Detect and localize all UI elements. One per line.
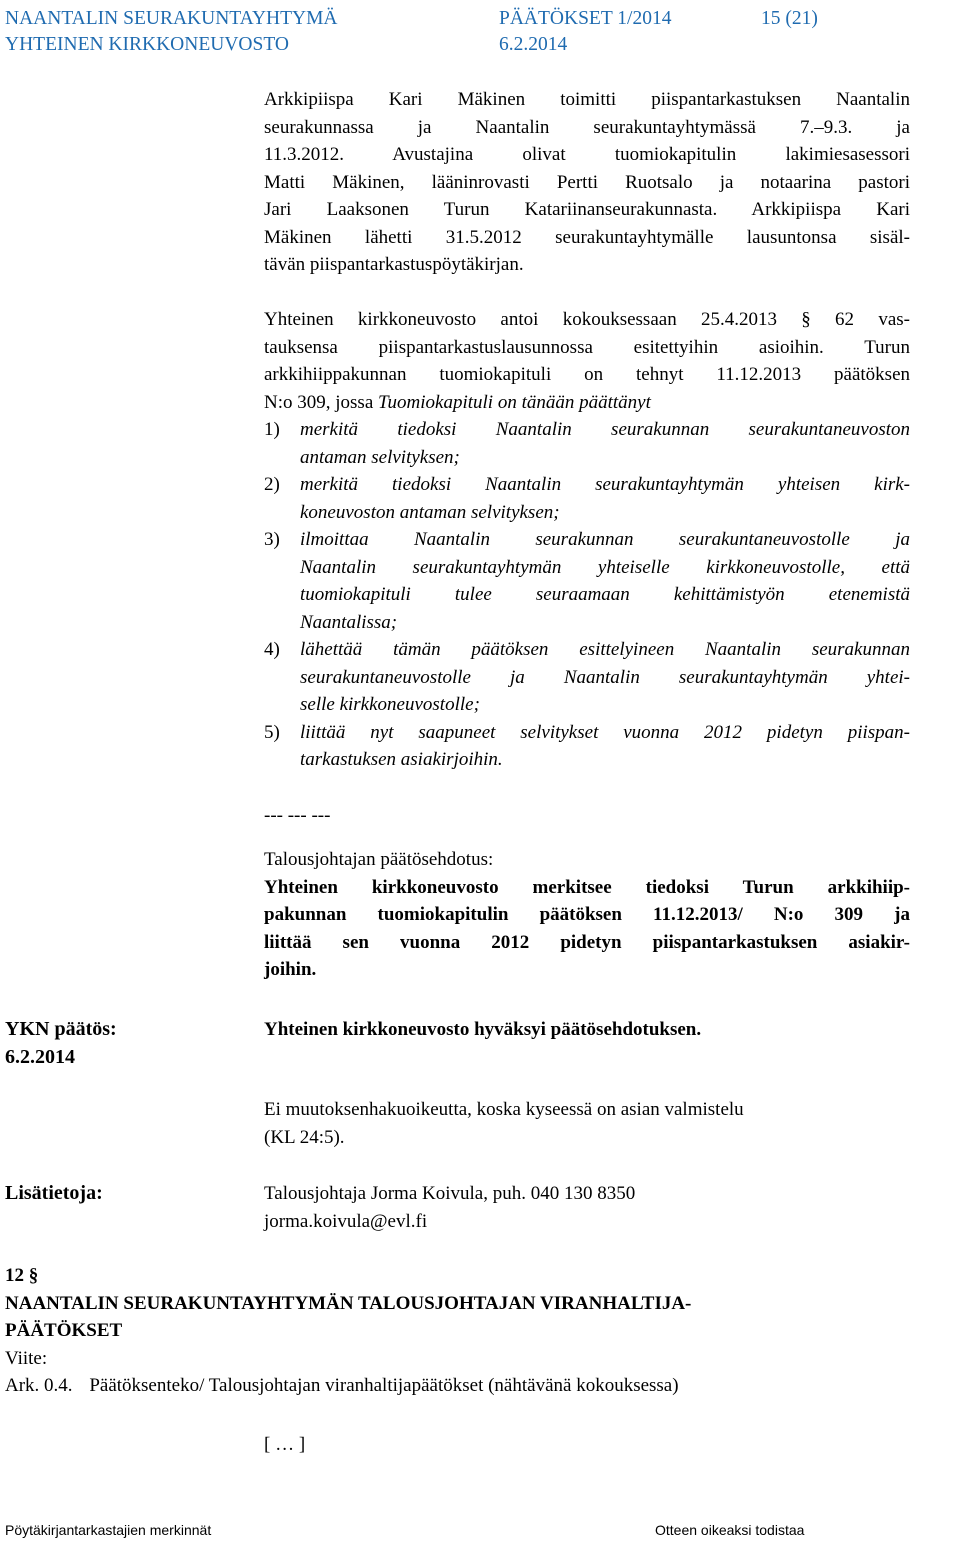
footer-certification: Otteen oikeaksi todistaa — [655, 1522, 805, 1538]
info-contact: Talousjohtaja Jorma Koivula, puh. 040 130 8350 — [264, 1183, 636, 1204]
decision-date: 6.2.2014 — [5, 1045, 75, 1068]
paragraph-response — [264, 306, 910, 774]
reference-code: Ark. 0.4. — [5, 1375, 73, 1396]
section-title-line: PÄÄTÖKSET — [5, 1320, 123, 1341]
proposal-line: joihin. — [264, 959, 317, 980]
item-line: merkitä tiedoksi Naantalin seurakunnan seurakuntaneuvoston — [300, 419, 910, 440]
reference-row — [5, 1372, 905, 1400]
section-12 — [5, 1262, 905, 1400]
text-line: tävän piispantarkastuspöytäkirjan. — [264, 254, 524, 275]
header-document-title: PÄÄTÖKSET 1/2014 — [499, 8, 672, 29]
item-line: selle kirkkoneuvostolle; — [300, 694, 480, 715]
ellipsis: [ … ] — [264, 1434, 306, 1455]
decision-text: Yhteinen kirkkoneuvosto hyväksyi päätösehdotuksen. — [264, 1019, 702, 1040]
decision-quote: Tuomiokapituli on tänään päättänyt — [378, 391, 651, 413]
item-line: ilmoittaa Naantalin seurakunnan seurakuntaneuvostolle ja — [300, 529, 910, 550]
text-line: Jari Laaksonen Turun Katariinanseurakunnasta. Arkkipiispa Kari — [264, 199, 910, 220]
info-email: jorma.koivula@evl.fi — [264, 1210, 428, 1232]
decision-item-1 — [264, 416, 910, 471]
decision-item-5 — [264, 719, 910, 774]
item-line: liittää nyt saapuneet selvitykset vuonna 2012 pidetyn piispan- — [300, 721, 910, 743]
text-line: 11.3.2012. Avustajina olivat tuomiokapitulin lakimiesasessori — [264, 144, 910, 165]
text-line: arkkihiippakunnan tuomiokapituli on tehnyt 11.12.2013 päätöksen — [264, 364, 910, 385]
decision-item-2 — [264, 471, 910, 526]
separator: --- --- --- — [264, 805, 331, 826]
text-line — [264, 389, 910, 417]
text-line: seurakunnassa ja Naantalin seurakuntayhtymässä 7.–9.3. ja — [264, 116, 910, 138]
decision-label: YKN päätös: — [5, 1018, 117, 1040]
item-number: 5) — [264, 721, 280, 743]
appeal-line: (KL 24:5). — [264, 1126, 345, 1148]
info-label: Lisätietoja: — [5, 1182, 103, 1204]
item-line: Naantalin seurakuntayhtymän yhteiselle kirkkoneuvostolle, että — [300, 556, 910, 578]
text-line: Matti Mäkinen, lääninrovasti Pertti Ruotsalo ja notaarina pastori — [264, 171, 910, 193]
proposal-line: pakunnan tuomiokapitulin päätöksen 11.12.2013/ N:o 309 ja — [264, 904, 910, 925]
header-body-name: YHTEINEN KIRKKONEUVOSTO — [5, 34, 289, 55]
proposal-line: Yhteinen kirkkoneuvosto merkitsee tiedoksi Turun arkkihiip- — [264, 876, 910, 898]
appeal-line: Ei muutoksenhakuoikeutta, koska kyseessä on asian valmistelu — [264, 1099, 744, 1120]
text-line: Arkkipiispa Kari Mäkinen toimitti piispantarkastuksen Naantalin — [264, 89, 910, 110]
ellipsis-block — [264, 1431, 910, 1459]
info-block — [264, 1180, 910, 1235]
item-line: tarkastuksen asiakirjoihin. — [300, 749, 503, 770]
item-line: koneuvoston antaman selvityksen; — [300, 501, 560, 523]
header-page-number: 15 (21) — [761, 8, 818, 29]
footer-reviewers: Pöytäkirjantarkastajien merkinnät — [5, 1522, 212, 1538]
proposal-section — [264, 846, 910, 984]
proposal-label: Talousjohtajan päätösehdotus: — [264, 849, 494, 870]
paragraph-inspection — [264, 86, 910, 279]
item-line: Naantalissa; — [300, 611, 398, 633]
item-number: 4) — [264, 639, 280, 660]
decision-intro: N:o 309, jossa — [264, 391, 378, 413]
appeal-block — [264, 1096, 910, 1151]
decision-text-block — [264, 1016, 910, 1044]
reference-label: Viite: — [5, 1347, 48, 1369]
text-line: Yhteinen kirkkoneuvosto antoi kokouksessaan 25.4.2013 § 62 vas- — [264, 309, 910, 330]
decision-label-block — [5, 1016, 117, 1071]
item-line: tuomiokapituli tulee seuraamaan kehittämistyön etenemistä — [300, 584, 910, 605]
item-number: 2) — [264, 474, 280, 495]
decision-item-3 — [264, 526, 910, 636]
item-line: seurakuntaneuvostolle ja Naantalin seurakuntayhtymän yhtei- — [300, 666, 910, 688]
decision-item-4 — [264, 636, 910, 719]
item-line: lähettää tämän päätöksen esittelyineen Naantalin seurakunnan — [300, 639, 910, 660]
proposal-line: liittää sen vuonna 2012 pidetyn piispantarkastuksen asiakir- — [264, 931, 910, 953]
text-line: Mäkinen lähetti 31.5.2012 seurakuntayhtymälle lausuntonsa sisäl- — [264, 226, 910, 248]
reference-text: Päätöksenteko/ Talousjohtajan viranhaltijapäätökset (nähtävänä kokouksessa) — [89, 1375, 679, 1396]
header-date: 6.2.2014 — [499, 34, 568, 55]
item-number: 3) — [264, 529, 280, 550]
item-line: antaman selvityksen; — [300, 446, 460, 468]
header-organization: NAANTALIN SEURAKUNTAYHTYMÄ — [5, 8, 338, 29]
text-line: tauksensa piispantarkastuslausunnossa esitettyihin asioihin. Turun — [264, 336, 910, 358]
item-line: merkitä tiedoksi Naantalin seurakuntayhtymän yhteisen kirk- — [300, 474, 910, 495]
section-title-line: NAANTALIN SEURAKUNTAYHTYMÄN TALOUSJOHTAJAN VIRANHALTIJA- — [5, 1292, 692, 1314]
section-number: 12 § — [5, 1265, 39, 1286]
item-number: 1) — [264, 419, 280, 440]
